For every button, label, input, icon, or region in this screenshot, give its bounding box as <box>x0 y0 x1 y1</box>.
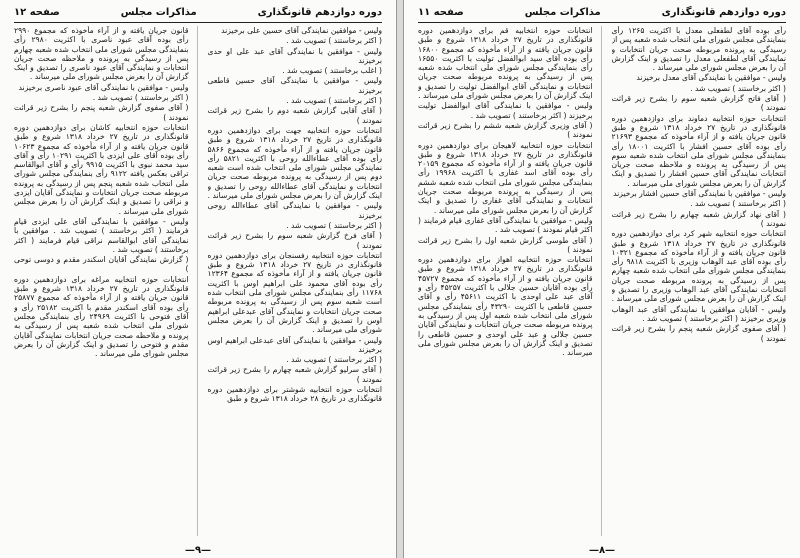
header-title: دوره دوازدهم قانونگذاری <box>661 7 786 18</box>
header-page-label: صفحه ۱۱ <box>418 7 464 18</box>
page-header <box>418 6 786 20</box>
header-title: دوره دوازدهم قانونگذاری <box>257 7 382 18</box>
paragraph: انتخابات حوزه انتخابیه اهواز برای دوازدهمین دوره قانونگذاری در تاریخ ۲۷ خرداد ۱۳۱۸ شروع و طبق قانون جریان یافته و از آراء مأخوذه که مجموع ۴۵۷۲۷ رأی بوده آقایان حسین جلالی با اکثریت ۴۵۲۵۷ رأی و آقای عبد علی اوحدی با اکثریت ۴۵۶۱۱ رأی و آقای حسین قاطعی با اکثریت ۴۳۲۹۰ رأی بنمایندگی مجلس شورای ملی انتخاب شده شعبه اول پس از رسیدگی به پرونده مربوطه صحت جریان انتخابات و نمایندگی آقایان حسین جلالی و عبد علی اوحدی و حسین قاطعی را تصدیق و اینک گزارش آن را بعرض مجلس شورای ملی میرساند . <box>418 255 593 358</box>
paragraph: ولیس - موافقین با نمایندگی آقای حسین افشار برخیزند <box>613 189 786 199</box>
paragraph: انتخابات حوزه انتخابیه جهت برای دوازدهمین دوره قانونگذاری در تاریخ ۲۷ خرداد ۱۳۱۸ شروع و طبق قانون جریان یافته و از آراء مأخوذه که مجموع ۵۸۶۶ رأی بوده آقای عطاءالله روحی با اکثریت ۵۸۲۱ رأی نمایندگی مجلس شورای ملی انتخاب شده است شعبه دوم پس از رسیدگی به پرونده مربوطه صحت جریان انتخابات و نمایندگی آقای عطاءالله روحی را تصدیق و اینک گزارش آن را بعرض مجلس شورای ملی میرساند . <box>207 125 382 201</box>
paragraph: ولیس - موافقین با نمایندگی آقای علی ایزدی قیام فرمایند ( اکثر برخاستند ) تصویب شد . موافقین با نمایندگی آقای ابوالقاسم نراقی قیام فرمایند ( اکثر برخاستند ) تصویب شد . <box>14 216 189 254</box>
paragraph: ( آقای سرلیو گزارش شعبه چهارم را بشرح زیر قرائت نمودند ) <box>207 365 382 384</box>
paragraph: ولیس - موافقین با نمایندگی آقای عبد علی او حدی برخیزند <box>207 46 382 65</box>
column-right <box>612 26 787 536</box>
paragraph: انتخابات حوزه انتخابیه قم برای دوازدهمین دوره قانونگذاری در تاریخ ۲۷ خرداد ۱۳۱۸ شروع و طبق قانون جریان یافته و از آراء مأخوذه که مجموع ۱۶۸۰۰ رأی بوده آقای سید ابوالفضل تولیت با اکثریت ۱۶۵۵۰ رأی بنمایندگی مجلس شورای ملی انتخاب شده شعبه پس از رسیدگی به پرونده مربوطه صحت جریان انتخابات و نمایندگی آقای ابوالفضل تولیت را تصدیق و اینک گزارش آن را بعرض مجلس شورای ملی میرساند . <box>418 26 593 101</box>
paragraph: ولیس - موافقین با نمایندگی آقای عبدعلی ابراهیم اوس برخیزند <box>207 335 382 354</box>
paragraph: ولیس - موافقین با نمایندگی آقای عطاءالله روحی برخیزند <box>207 201 382 220</box>
header-section: مذاکرات مجلس <box>524 7 601 18</box>
paragraph: ( اکثر برخاستند ) تصویب شد . <box>690 199 786 209</box>
paragraph: ( آقای آقایی گزارش شعبه دوم را بشرح زیر قرائت نمودند ) <box>207 106 382 125</box>
paragraph: ( آقای فرخ گزارش شعبه سوم را بشرح زیر قرائت نمودند ) <box>207 231 382 250</box>
page-number: —۸— <box>588 545 616 556</box>
paragraph: ( اکثر برخاستند ) تصویب شد . <box>286 220 382 230</box>
paragraph: رأی بوده آقای لطفعلی معدل با اکثریت ۱۲۶۵ رأی بنمایندگی مجلس شورای ملی انتخاب شده شعبه پس از رسیدگی به پرونده مربوطه صحت جریان انتخابات و نمایندگی آقای لطفعلی معدل را تصدیق و اینک گزارش آن را بعرض مجلس شورای ملی میرساند . <box>611 26 786 73</box>
paragraph: ( اکثر برخاستند ) تصویب شد . <box>286 355 382 365</box>
header-page-label: صفحه ۱۲ <box>14 7 60 18</box>
column-left <box>418 26 602 536</box>
paragraph: ولیس - موافقین با نمایندگی آقای غفاری قیام فرمایند ( اکثر قیام نمودند ) تصویب شد . <box>418 215 593 235</box>
paragraph: ( آقای نهاد گزارش شعبه چهارم را بشرح زیر قرائت نمودند ) <box>611 209 786 228</box>
text-columns <box>418 26 786 536</box>
paragraph: ولیس - موافقین با نمایندگی آقای ابوالفضل تولیت برخیزند ( اکثر برخاستند ) تصویب شد . <box>418 101 593 120</box>
page-number: —۹— <box>184 545 212 556</box>
header-section: مذاکرات مجلس <box>120 7 197 18</box>
paragraph: انتخابات حوزه انتخابیه کاشان برای دوازدهمین دوره قانونگذاری در تاریخ ۲۷ خرداد ۱۳۱۸ شروع و طبق قانون جریان یافته و از آراء مأخوذه که مجموع ۱۰۶۲۳ رأی بوده آقای علی ایزدی با اکثریت ۱۰۲۹۱ رأی و آقای سید محمد نبوی با اکثریت ۹۹۱۵ رأی و آقای ابوالقاسم تراقی بعکس یافته ۹۱۲۲ رأی بنمایندگی مجلس شورای ملی انتخاب شده شعبه پنجم پس از رسیدگی به پرونده مربوطه صحت جریان انتخابات و نمایندگی آقایان ایزدی و نراقی را تصدیق و اینک گزارش آن را بعرض مجلس شورای ملی میرساند . <box>14 122 189 216</box>
paragraph: ولیس - آقایان موافقین با نمایندگی آقای عبد الوهاب وزیری برخیزند ( اکثر برخاستند ) تصویب شد . <box>611 304 786 323</box>
paragraph: ولیس - موافقین با نمایندگی آقای حسین قاطعی برخیزند <box>207 76 382 95</box>
paragraph: ولیس - موافقین با نمایندگی آقای معدل برخیزند <box>636 73 786 83</box>
header-rule <box>418 22 786 23</box>
paragraph: ( اغلب برخاستند ) تصویب شد . <box>282 66 382 76</box>
paragraph: ( آقای صفوی گزارش شعبه پنجم را بشرح زیر قرائت نمودند ) <box>14 103 189 122</box>
paragraph: ولیس - موافقین با نمایندگی آقای عبود ناصری برخیزند <box>18 82 189 92</box>
paragraph: انتخابات حوزه انتخابیه دماوند برای دوازدهمین دوره قانونگذاری در تاریخ ۲۷ خرداد ۱۳۱۸ شروع و طبق قانون جریان یافته و از آراء مأخوذه که مجموع ۲۱۶۹۳ رأی بوده آقای حسین افشار با اکثریت ۱۸۰۰۱ رأی بنمایندگی مجلس شورای ملی انتخاب شده شعبه سوم پس از رسیدگی به پرونده و ملاحظه صحت جریان انتخابات نمایندگی آقای حسین افشار را تصدیق و اینک گزارش آن را بعرض مجلس شورای ملی میرساند . <box>611 113 786 188</box>
paragraph: انتخابات حوزه انتخابیه شوشتر برای دوازدهمین دوره قانونگذاری در تاریخ ۲۸ خرداد ۱۳۱۸ شروع و طبق <box>207 384 382 404</box>
paragraph: انتخابات حوزه انتخابیه رفسنجان برای دوازدهمین دوره قانونگذاری در تاریخ ۲۷ خرداد ۱۳۱۸ شروع و طبق قانون جریان یافته و از آراء مأخوذه که مجموع ۱۲۳۶۴ رأی بوده آقای محمود علی ابراهیم اوس با اکثریت ۱۱۷۶۸ رأی بنمایندگی مجلس شورای ملی انتخاب شده است شعبه سوم پس از رسیدگی به پرونده مربوطه صحت جریان انتخابات و نمایندگی آقای عبدعلی ابراهیم اوس را تصدیق و اینک گزارش آن را بعرض مجلس شورای ملی میرساند . <box>207 250 382 335</box>
paragraph: انتخابات حوزه انتخابیه مراغه برای دوازدهمین دوره قانونگذاری در تاریخ ۲۷ خرداد ۱۳۱۸ شروع و طبق قانون جریان یافته و از آراء مأخوذه که مجموع ۲۵۸۷۷ رأی بوده آقای اسکندر مقدم با اکثریت ۲۵۱۸۲ رأی و آقای فتوحی با اکثریت ۲۴۹۶۹ رأی بنمایندگی مجلس شورای ملی انتخاب شده شعبه پس از رسیدگی به پرونده و ملاحظه صحت جریان انتخابات نمایندگی آقایان مقدم و فتوحی را تصدیق و اینک گزارش آن را بعرض مجلس شورای ملی میرساند . <box>14 274 189 359</box>
text-columns <box>14 26 382 536</box>
paragraph: ( اکثر برخاستند ) تصویب شد . <box>690 83 786 93</box>
paragraph: ( اکثر برخاستند ) تصویب شد . <box>92 93 189 103</box>
page-header <box>14 6 382 20</box>
paragraph: ( اکثر برخاستند ) تصویب شد . <box>286 96 382 106</box>
column-left <box>14 26 198 536</box>
paragraph: قانون جریان یافته و از آراء مأخوذه که مجموع ۲۹۹۰ رأی بوده آقای عبود ناصری با اکثریت ۲۹۸۰ رأی بنمایندگی مجلس شورای ملی انتخاب شده شعبه چهارم پس از رسیدگی به پرونده و ملاحظه صحت جریان انتخابات و نمایندگی آقای عبود ناصری را تصدیق و اینک گزارش آن را بعرض مجلس شورای ملی میرساند . <box>14 26 189 82</box>
paragraph: انتخابات حوزه انتخابیه شهر کرد برای دوازدهمین دوره قانونگذاری در تاریخ ۲۷ خرداد ۱۳۱۸ شروع و طبق قانون جریان یافته و از آراء مأخوذه که مجموع ۱۰۳۲۱ رأی بوده آقای عبد الوهاب وزیری با اکثریت ۹۸۱۸ رأی بنمایندگی مجلس شورای ملی انتخاب شده شعبه چهارم پس از رسیدگی به پرونده مربوطه صحت جریان انتخابات نمایندگی آقای عبد الوهاب وزیری را تصدیق و اینک گزارش آن را بعرض مجلس شورای ملی میرساند . <box>611 229 786 304</box>
page-right <box>403 0 800 558</box>
paragraph: ( گزارش نمایندگی آقایان اسکندر مقدم و دوسی توحی ) <box>14 255 189 274</box>
header-rule <box>14 22 382 23</box>
paragraph: ( آقای وزیری گزارش شعبه ششم را بشرح زیر قرائت نمودند ) <box>418 120 593 140</box>
paragraph: ( اکثر برخاستند ) تصویب شد . <box>286 36 382 46</box>
paragraph: ( آقای صفوی گزارش شعبه پنجم را بشرح زیر قرائت نمودند ) <box>611 324 786 343</box>
paragraph: ( آقای طوسی گزارش شعبه اول را بشرح زیر قرائت نمودند ) <box>418 235 593 254</box>
column-right <box>208 26 383 536</box>
paragraph: انتخابات حوزه انتخابیه لاهیجان برای دوازدهمین دوره قانونگذاری در تاریخ ۲۷ خرداد ۱۳۱۸ شروع و طبق قانون جریان یافته و از آراء مأخوذه که مجموع ۲۰۱۵۹ رأی بوده آقای اسد غفاری با اکثریت ۱۹۹۶۸ رأی بنمایندگی مجلس شورای ملی انتخاب شده شعبه ششم پس از رسیدگی به پرونده مربوطه صحت جریان انتخابات و نمایندگی آقای غفاری را تصدیق و اینک گزارش آن را بعرض مجلس شورای ملی میرساند . <box>418 140 593 215</box>
page-left <box>0 0 397 558</box>
paragraph: ( آقای فاتح گزارش شعبه سوم را بشرح زیر قرائت نمودند ) <box>611 94 786 113</box>
paragraph: ولیس - موافقین نمایندگی آقای حسین علی برخیزند <box>221 26 382 35</box>
